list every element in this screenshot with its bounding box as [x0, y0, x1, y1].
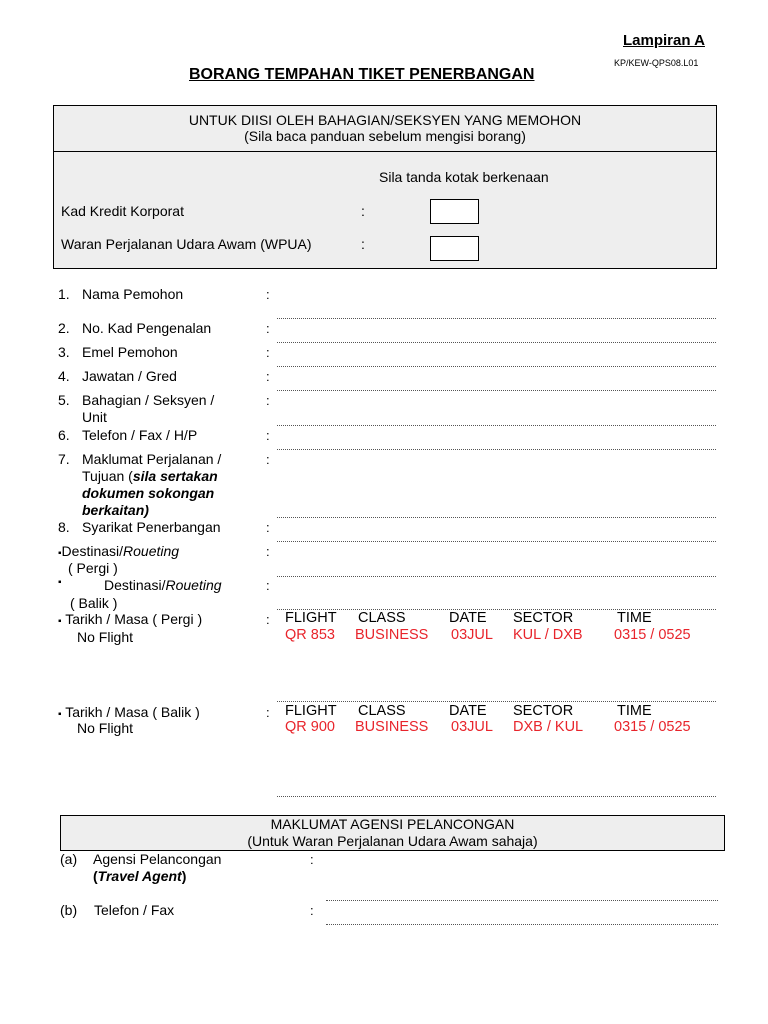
field-number: 6.: [58, 427, 70, 443]
corporate-card-colon: :: [361, 203, 365, 219]
section2-header: [60, 815, 725, 851]
travel-info-label: Maklumat Perjalanan /: [82, 451, 222, 467]
division-label-cont: Unit: [82, 409, 107, 425]
field-number: 7.: [58, 451, 70, 467]
bullet-icon: ▪: [58, 616, 62, 627]
departure-flight-no-label: No Flight: [77, 629, 134, 645]
email-line[interactable]: [277, 366, 716, 367]
paren-close: ): [181, 868, 187, 884]
field-colon: :: [310, 903, 314, 918]
routing-text: Roueting: [165, 577, 222, 593]
field-number: 5.: [58, 392, 70, 408]
destination-text: Destinasi/: [61, 543, 124, 559]
item-b-number: (b): [60, 902, 78, 918]
col-header-time: TIME: [617, 610, 652, 626]
field-number: 8.: [58, 519, 70, 535]
corporate-card-label: Kad Kredit Korporat: [61, 203, 184, 219]
field-colon: :: [266, 393, 270, 408]
col-header-flight: FLIGHT: [285, 610, 337, 626]
airline-line[interactable]: [277, 541, 716, 542]
phone-label: Telefon / Fax / H/P: [82, 427, 198, 443]
destination-back-label: [104, 577, 222, 593]
col-header-date: DATE: [449, 610, 487, 626]
phone-line[interactable]: [277, 449, 716, 450]
position-grade-label: Jawatan / Gred: [82, 368, 177, 384]
wpua-label: Waran Perjalanan Udara Awam (WPUA): [61, 236, 312, 252]
field-colon: :: [266, 578, 270, 593]
applicant-name-line[interactable]: [277, 318, 716, 319]
field-colon: :: [266, 345, 270, 360]
return-time-value: 0315 / 0525: [614, 719, 691, 735]
outbound-sector-value: KUL / DXB: [513, 627, 583, 643]
checkbox-instruction: Sila tanda kotak berkenaan: [379, 169, 549, 185]
travel-agent-text: Travel Agent: [97, 868, 182, 884]
travel-purpose-note: sila sertakan: [132, 468, 218, 484]
field-colon: :: [266, 544, 270, 559]
return-flight-value: QR 900: [285, 719, 335, 735]
corporate-card-checkbox[interactable]: [430, 199, 479, 224]
field-colon: :: [266, 452, 270, 467]
wpua-colon: :: [361, 236, 365, 252]
appendix-label: Lampiran A: [623, 32, 705, 49]
return-label: [58, 704, 200, 720]
position-grade-line[interactable]: [277, 390, 716, 391]
destination-go-sub: ( Pergi ): [68, 560, 118, 576]
section2-subheading: (Untuk Waran Perjalanan Udara Awam sahaja): [247, 833, 538, 849]
field-colon: :: [310, 852, 314, 867]
departure-line[interactable]: [277, 701, 716, 702]
travel-purpose-label: [82, 468, 218, 484]
airline-label: Syarikat Penerbangan: [82, 519, 221, 535]
division-label: Bahagian / Seksyen /: [82, 392, 215, 408]
travel-info-line[interactable]: [277, 517, 716, 518]
payment-method-panel: [53, 151, 717, 269]
field-colon: :: [266, 369, 270, 384]
agency-phone-line[interactable]: [326, 924, 718, 925]
return-flight-no-label: No Flight: [77, 720, 134, 736]
routing-text: Roueting: [123, 543, 180, 559]
return-text: Tarikh / Masa ( Balik ): [65, 704, 200, 720]
section1-heading: UNTUK DIISI OLEH BAHAGIAN/SEKSYEN YANG MEMOHON: [188, 112, 582, 128]
col-header-flight: FLIGHT: [285, 703, 337, 719]
applicant-name-label: Nama Pemohon: [82, 286, 184, 302]
col-header-class: CLASS: [358, 610, 406, 626]
return-sector-value: DXB / KUL: [513, 719, 584, 735]
form-title: BORANG TEMPAHAN TIKET PENERBANGAN: [189, 66, 535, 83]
email-label: Emel Pemohon: [82, 344, 178, 360]
field-colon: :: [266, 321, 270, 336]
return-class-value: BUSINESS: [355, 719, 429, 735]
ic-number-label: No. Kad Pengenalan: [82, 320, 212, 336]
field-colon: :: [266, 612, 270, 627]
destination-text: Destinasi/: [104, 577, 166, 593]
section2-heading: MAKLUMAT AGENSI PELANCONGAN: [270, 816, 515, 832]
field-number: 3.: [58, 344, 70, 360]
col-header-time: TIME: [617, 703, 652, 719]
section1-header: [53, 105, 717, 153]
field-number: 4.: [58, 368, 70, 384]
travel-agency-label: Agensi Pelancongan: [93, 851, 222, 867]
bullet-icon: ▪: [58, 548, 62, 559]
travel-agency-line[interactable]: [326, 900, 718, 901]
bullet-icon: ▪: [58, 709, 62, 720]
travel-purpose-text: Tujuan (: [82, 468, 133, 484]
ic-number-line[interactable]: [277, 342, 716, 343]
field-colon: :: [266, 428, 270, 443]
field-number: 2.: [58, 320, 70, 336]
col-header-sector: SECTOR: [513, 610, 574, 626]
col-header-class: CLASS: [358, 703, 406, 719]
return-line[interactable]: [277, 796, 716, 797]
paren-open: (: [93, 868, 98, 884]
wpua-checkbox[interactable]: [430, 236, 479, 261]
outbound-date-value: 03JUL: [451, 627, 493, 643]
division-line[interactable]: [277, 425, 716, 426]
departure-label: [58, 611, 202, 627]
field-colon: :: [266, 705, 270, 720]
travel-purpose-note-3: berkaitan): [82, 502, 149, 518]
col-header-sector: SECTOR: [513, 703, 574, 719]
bullet-icon: ▪: [58, 577, 62, 588]
outbound-time-value: 0315 / 0525: [614, 627, 691, 643]
outbound-class-value: BUSINESS: [355, 627, 429, 643]
outbound-flight-value: QR 853: [285, 627, 335, 643]
destination-go-label: [58, 543, 179, 559]
field-colon: :: [266, 287, 270, 302]
agency-phone-label: Telefon / Fax: [94, 902, 175, 918]
destination-go-line[interactable]: [277, 576, 716, 577]
travel-purpose-note-2: dokumen sokongan: [82, 485, 215, 501]
field-colon: :: [266, 520, 270, 535]
form-code: KP/KEW-QPS08.L01: [614, 58, 699, 68]
travel-agent-label: [93, 868, 186, 884]
return-date-value: 03JUL: [451, 719, 493, 735]
section1-subheading: (Sila baca panduan sebelum mengisi borang): [244, 128, 526, 144]
item-a-number: (a): [60, 851, 78, 867]
field-number: 1.: [58, 286, 70, 302]
col-header-date: DATE: [449, 703, 487, 719]
departure-text: Tarikh / Masa ( Pergi ): [65, 611, 203, 627]
destination-back-sub: ( Balik ): [70, 595, 118, 611]
